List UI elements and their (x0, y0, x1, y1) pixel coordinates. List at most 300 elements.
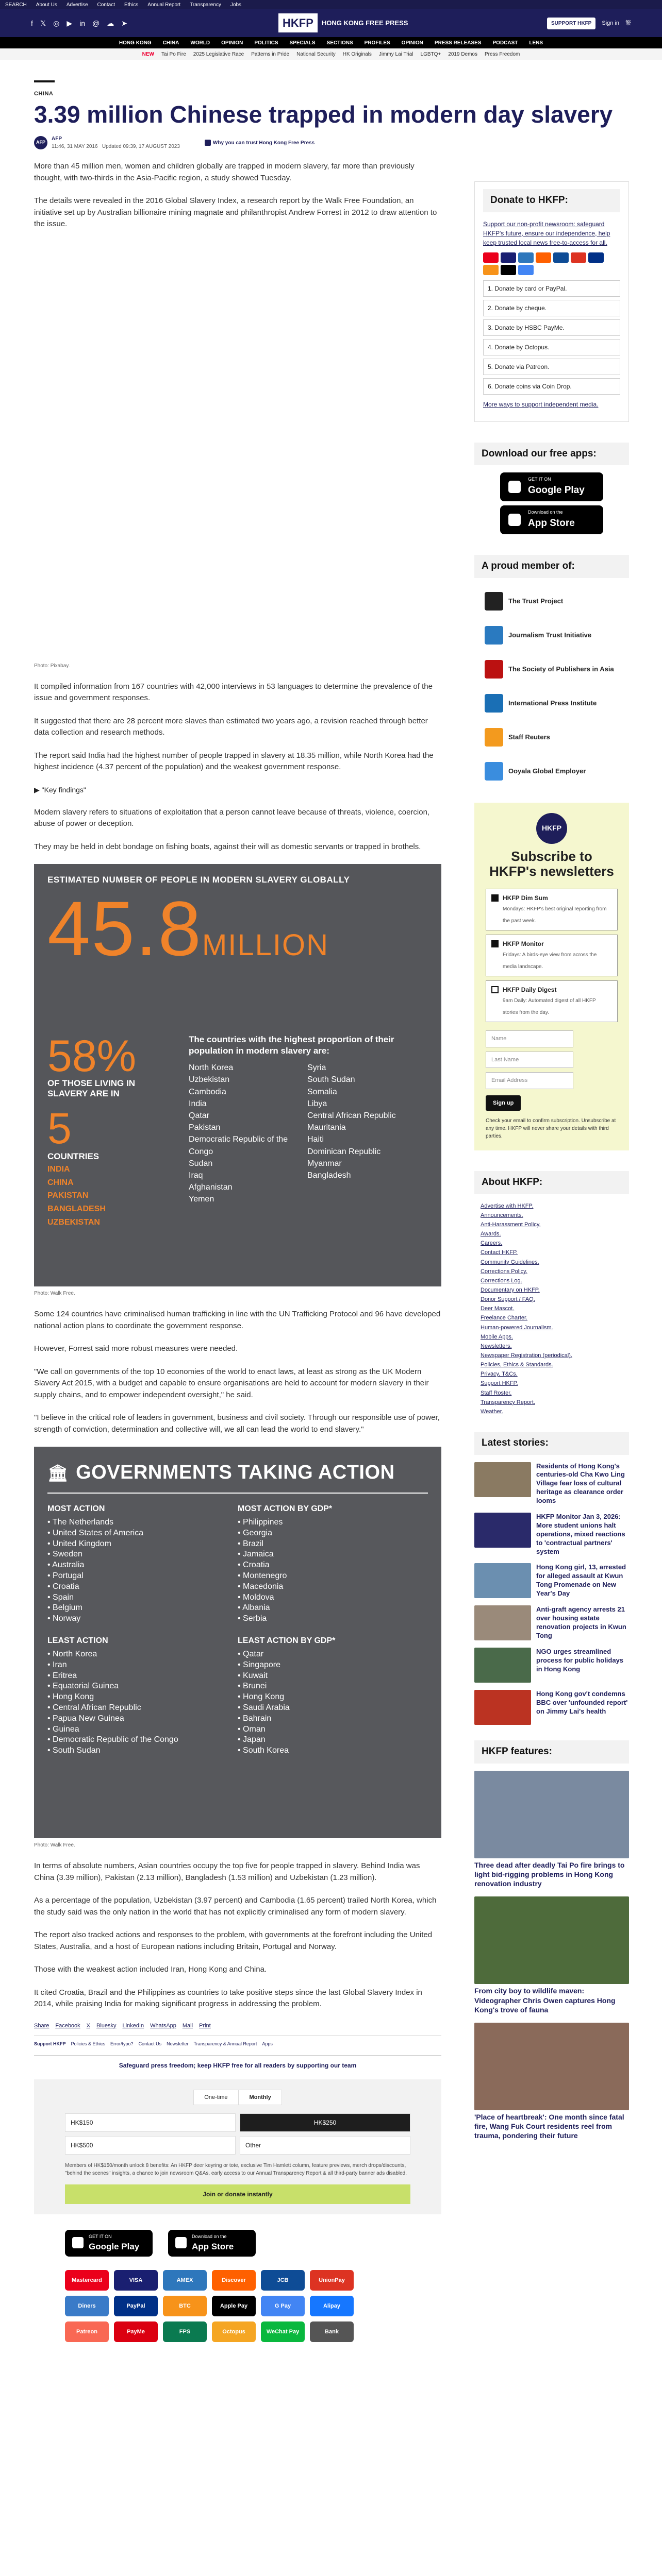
payment-icon: BTC (163, 2296, 207, 2316)
payment-icon: PayMe (114, 2321, 158, 2342)
nav-podcast[interactable]: PODCAST (492, 40, 518, 46)
list-item: Central African Republic (307, 1111, 396, 1120)
top-link-transparency[interactable]: Transparency (190, 2, 221, 8)
facebook-icon[interactable]: f (31, 19, 33, 27)
discover-icon (536, 252, 551, 263)
nav-china[interactable]: CHINA (162, 40, 179, 46)
list-item: • Qatar (238, 1649, 428, 1660)
paragraph: The details were revealed in the 2016 Global Slavery Index, a research report by the Walk Free Foundation, an initiative set up by Australian billionaire mining magnate and philanthropist Andrew Forrest in 2012 to draw attention to the issue. (34, 196, 437, 228)
category-label[interactable]: CHINA (34, 91, 54, 97)
nav-opinion[interactable]: OPINION (221, 40, 243, 46)
donate-option[interactable]: 2. Donate by cheque. (483, 300, 620, 316)
list-item: • Kuwait (238, 1671, 428, 1682)
slavery-infographic (34, 864, 441, 1286)
donation-widget (34, 2079, 441, 2215)
share-linkedin[interactable]: LinkedIn (122, 2022, 144, 2029)
about-link[interactable]: Corrections Policy. (481, 1268, 527, 1275)
member-name: Journalism Trust Initiative (508, 631, 592, 639)
trend-item[interactable]: 2019 Demos (448, 51, 477, 57)
member-logo[interactable] (474, 755, 629, 787)
about-link[interactable]: Staff Roster. (481, 1389, 512, 1396)
feature-title[interactable]: 'Place of heartbreak': One month since fatal fire, Wang Fuk Court residents reel from trauma, pondering their future (474, 2113, 624, 2140)
list-item: • Bahrain (238, 1714, 428, 1724)
badge-small: Download on the (192, 2233, 227, 2239)
amount-option[interactable]: HK$150 (65, 2113, 236, 2132)
join-button[interactable]: Join or donate instantly (65, 2184, 410, 2204)
gov-title (47, 1458, 428, 1494)
story-thumbnail (474, 1563, 531, 1598)
nl-name: HKFP Monitor (503, 940, 544, 948)
list-item: • Hong Kong (238, 1692, 428, 1703)
newsletter-title: Subscribe to HKFP's newsletters (489, 848, 614, 879)
list-item: Somalia (307, 1087, 337, 1096)
trending-bar (0, 48, 662, 60)
youtube-icon[interactable]: ▶ (67, 19, 73, 27)
least-action-list (47, 1649, 238, 1756)
about-link[interactable]: Donor Support / FAQ. (481, 1296, 535, 1303)
paragraph: They may be held in debt bondage on fishing boats, against their will as domestic servants or trapped in brothels. (34, 842, 421, 851)
visa-icon (501, 252, 516, 263)
list-item: South Sudan (307, 1075, 355, 1084)
member-name: Ooyala Global Employer (508, 767, 586, 775)
author-avatar: AFP (34, 136, 47, 149)
about-link[interactable]: Advertise with HKFP. (481, 1202, 534, 1209)
nav-profiles[interactable]: PROFILES (364, 40, 390, 46)
about-link[interactable]: Careers. (481, 1240, 503, 1247)
search-link[interactable]: SEARCH (5, 2, 27, 8)
amount-option-other[interactable]: Other (240, 2136, 410, 2155)
gov-title-text: GOVERNMENTS TAKING ACTION (76, 1462, 395, 1483)
top-link-about[interactable]: About Us (36, 2, 57, 8)
trend-item[interactable]: HK Originals (342, 51, 372, 57)
footer-link[interactable]: Error/typo? (110, 2041, 134, 2046)
footer-link[interactable]: Apps (262, 2041, 273, 2046)
features-title: HKFP features: (474, 1740, 629, 1764)
about-link[interactable]: Community Guidelines. (481, 1259, 539, 1265)
latest-story[interactable] (474, 1690, 629, 1725)
most-action-heading: MOST ACTION (47, 1504, 105, 1513)
paragraph: It cited Croatia, Brazil and the Philippines as countries to take positive steps since the last Global Slavery Index in 2014, while praising India for making significant progress in addressing the problem. (34, 1988, 422, 2008)
checkbox[interactable] (491, 986, 499, 993)
payment-icon: FPS (163, 2321, 207, 2342)
bitcoin-icon (483, 265, 499, 275)
about-link[interactable]: Contact HKFP. (481, 1249, 518, 1256)
feature-story[interactable] (474, 1771, 629, 1889)
photo-caption: Photo: Walk Free. (34, 1842, 75, 1848)
footer-link[interactable]: Transparency & Annual Report (193, 2041, 257, 2046)
member-name: International Press Institute (508, 699, 597, 707)
list-item: • The Netherlands (47, 1517, 238, 1528)
donate-option[interactable]: 6. Donate coins via Coin Drop. (483, 378, 620, 395)
list-item: • Equatorial Guinea (47, 1681, 238, 1692)
photo-placeholder (34, 242, 441, 659)
member-logo[interactable] (474, 721, 629, 753)
key-findings-toggle[interactable]: ▶ "Key findings" (34, 785, 86, 794)
paragraph: "We call on governments of the top 10 economies of the world to enact laws, at least as strong as the UK Modern Slavery Act 2015, with a budget and capable to ensure organisations are held to account for modern slavery in their supply chains, and to empower independent oversight," he said. (34, 1367, 429, 1399)
latest-title: Latest stories: (474, 1432, 629, 1455)
member-name: Staff Reuters (508, 733, 550, 741)
list-item: • Macedonia (238, 1582, 428, 1592)
list-item: • Singapore (238, 1660, 428, 1671)
latest-list (474, 1462, 629, 1725)
top-country: INDIA (47, 1165, 70, 1174)
story-title[interactable]: HKFP Monitor Jan 3, 2026: More student unions halt operations, mixed reactions to 'contractual partners' system (536, 1512, 625, 1555)
payment-icon: JCB (261, 2270, 305, 2291)
newsletter-option[interactable] (486, 980, 618, 1022)
google-play-badge[interactable] (65, 2230, 153, 2257)
feature-story[interactable] (474, 2023, 629, 2141)
member-logo[interactable] (474, 585, 629, 617)
amount-option[interactable]: HK$500 (65, 2136, 236, 2155)
email-field[interactable]: Email Address (486, 1072, 573, 1089)
paragraph: More than 45 million men, women and children globally are trapped in modern slavery, far more than previously thought, with two-thirds in the Asia-Pacific region, a study showed Tuesday. (34, 162, 415, 182)
member-title: A proud member of: (474, 555, 629, 578)
top-link-advertise[interactable]: Advertise (66, 2, 88, 8)
key-findings-label: "Key findings" (41, 785, 86, 794)
badge-small: Download on the (528, 510, 563, 515)
about-link[interactable]: Privacy, T&Cs. (481, 1371, 518, 1378)
five-value: 5 (47, 1104, 72, 1153)
site-logo[interactable] (278, 13, 408, 32)
badge-small: GET IT ON (528, 477, 551, 482)
latest-story[interactable] (474, 1563, 629, 1598)
most-gdp-list (238, 1517, 428, 1624)
features-list (474, 1771, 629, 2141)
unionpay-icon (571, 252, 586, 263)
payment-icon: Patreon (65, 2321, 109, 2342)
latest-story[interactable] (474, 1648, 629, 1683)
photo-caption: Photo: Walk Free. (34, 1291, 75, 1296)
top-link-annual-report[interactable]: Annual Report (147, 2, 181, 8)
least-gdp-heading: LEAST ACTION BY GDP* (238, 1636, 336, 1645)
payment-icon: UnionPay (310, 2270, 354, 2291)
nl-name: HKFP Dim Sum (503, 894, 548, 902)
amex-icon (518, 252, 534, 263)
list-item: • Moldova (238, 1592, 428, 1603)
list-item: • Spain (47, 1592, 238, 1603)
about-link[interactable]: Policies, Ethics & Standards. (481, 1362, 553, 1368)
nav-opinion-2[interactable]: OPINION (401, 40, 423, 46)
linkedin-icon[interactable]: in (79, 19, 86, 27)
footer-link[interactable]: Newsletter (167, 2041, 189, 2046)
about-link[interactable]: Human-powered Journalism. (481, 1324, 553, 1331)
payment-icon: Mastercard (65, 2270, 109, 2291)
story-thumbnail (474, 1690, 531, 1725)
list-item: • Montenegro (238, 1571, 428, 1582)
list-item: Mauritania (307, 1123, 346, 1132)
trust-project-icon (485, 592, 503, 611)
latest-story[interactable] (474, 1513, 629, 1556)
about-link[interactable]: Announcements. (481, 1212, 523, 1218)
nav-specials[interactable]: SPECIALS (289, 40, 316, 46)
top-country: UZBEKISTAN (47, 1217, 100, 1227)
app-badges (65, 2230, 441, 2257)
feature-image (474, 1896, 629, 1984)
story-title[interactable]: Anti-graft agency arrests 21 over housing estate renovation projects in Kwun Tong (536, 1605, 626, 1640)
latest-story[interactable] (474, 1462, 629, 1505)
paragraph: Modern slavery refers to situations of exploitation that a person cannot leave because of threats, violence, coercion, abuse of power or deception. (34, 807, 430, 828)
pct-value: 58% (47, 1031, 137, 1081)
paragraph: However, Forrest said more robust measures were needed. (34, 1344, 238, 1353)
nav-hong-kong[interactable]: HONG KONG (119, 40, 152, 46)
gpay-icon (518, 265, 534, 275)
list-item: • Australia (47, 1560, 238, 1571)
list-item: • Brunei (238, 1681, 428, 1692)
checkbox-checked[interactable] (491, 940, 499, 947)
bluesky-icon[interactable]: ☁ (107, 19, 114, 27)
trust-text: Why you can trust Hong Kong Free Press (212, 140, 315, 146)
member-logo[interactable] (474, 619, 629, 651)
list-item: • Sweden (47, 1549, 238, 1560)
list-item: • Jamaica (238, 1549, 428, 1560)
nav-lens[interactable]: LENS (529, 40, 543, 46)
card-icons (483, 252, 620, 275)
share-facebook[interactable]: Facebook (55, 2022, 80, 2029)
freq-one-time[interactable]: One-time (193, 2090, 238, 2106)
donate-option[interactable]: 5. Donate via Patreon. (483, 359, 620, 375)
story-title[interactable]: Residents of Hong Kong's centuries-old Cha Kwo Ling Village fear loss of cultural heritage as clearance order looms (536, 1462, 625, 1505)
paragraph: It suggested that there are 28 percent more slaves than estimated two years ago, a revision reached through better data collection and research methods. (34, 716, 428, 737)
google-play-badge[interactable] (500, 472, 603, 501)
badge-store: Google Play (89, 2242, 140, 2251)
payment-icon: G Pay (261, 2296, 305, 2316)
list-item: Syria (307, 1063, 326, 1073)
big-value: 45.8 (47, 885, 202, 972)
newsletter-logo: HKFP (536, 813, 567, 844)
about-link[interactable]: Weather. (481, 1408, 503, 1415)
story-thumbnail (474, 1648, 531, 1683)
pct-block (47, 1031, 151, 1229)
list-item: Bangladesh (307, 1171, 351, 1180)
least-gdp-list (238, 1649, 428, 1756)
badge-store: App Store (528, 517, 575, 529)
pct-label: OF THOSE LIVING IN SLAVERY ARE IN (47, 1078, 136, 1099)
table-col-1 (189, 1062, 307, 1205)
trend-item[interactable]: Patterns in Pride (251, 51, 290, 57)
paragraph: In terms of absolute numbers, Asian countries occupy the top five for people trapped in slavery. Behind India was China (3.39 million), Pakistan (2.13 million), Bangladesh (1.53 million) and Uzbekistan (1.23 million). (34, 1861, 420, 1882)
about-link[interactable]: Deer Mascot. (481, 1306, 515, 1312)
logo-text: HONG KONG FREE PRESS (321, 19, 408, 27)
about-link[interactable]: Support HKFP. (481, 1380, 518, 1387)
top-country: BANGLADESH (47, 1205, 106, 1214)
share-bluesky[interactable]: Bluesky (96, 2022, 117, 2029)
nav-press-releases[interactable]: PRESS RELEASES (434, 40, 482, 46)
last-name-field[interactable]: Last Name (486, 1052, 573, 1069)
photo-caption: Photo: Pixabay. (34, 663, 70, 669)
list-item: • Saudi Arabia (238, 1703, 428, 1714)
feature-title[interactable]: From city boy to wildlife maven: Videographer Chris Owen captures Hong Kong's trove of fauna (474, 1987, 616, 2014)
footer-link[interactable]: Contact Us (138, 2041, 162, 2046)
list-item: • United Kingdom (47, 1539, 238, 1550)
list-item: Afghanistan (189, 1183, 233, 1192)
share-label: Share (34, 2022, 49, 2029)
donate-option[interactable]: 4. Donate by Octopus. (483, 339, 620, 355)
list-item: Libya (307, 1099, 327, 1108)
footer-link[interactable]: Support HKFP (34, 2041, 66, 2046)
trust-link[interactable] (205, 139, 315, 147)
member-name: The Society of Publishers in Asia (508, 665, 614, 673)
about-link[interactable]: Freelance Charter. (481, 1315, 528, 1321)
most-gdp-heading: MOST ACTION BY GDP* (238, 1504, 333, 1513)
share-print[interactable]: Print (199, 2022, 211, 2029)
list-item: • Oman (238, 1724, 428, 1735)
list-item: North Korea (189, 1063, 234, 1073)
applepay-icon (501, 265, 516, 275)
telegram-icon[interactable]: ➤ (121, 19, 128, 27)
nav-world[interactable]: WORLD (190, 40, 210, 46)
sopa-icon (485, 660, 503, 679)
author-name[interactable]: AFP (52, 136, 62, 142)
list-item: • Croatia (47, 1582, 238, 1592)
trend-item[interactable]: Jimmy Lai Trial (378, 51, 413, 57)
list-item: Iraq (189, 1171, 203, 1180)
membership-note: Members of HK$150/month unlock 8 benefits: An HKFP deer keyring or tote, exclusive Tim Hamlett column, feature previews, merch drops/discounts, "behind the scenes" insights, a chance to join newsroom Q&As, early access to our Annual Transparency Report & all third-party banner ads disabled. (65, 2163, 407, 2176)
top-link-ethics[interactable]: Ethics (124, 2, 139, 8)
feature-image (474, 2023, 629, 2110)
main-nav (0, 37, 662, 48)
sidebar (474, 181, 629, 2149)
about-link[interactable]: Anti-Harassment Policy. (481, 1222, 541, 1228)
story-title[interactable]: Hong Kong girl, 13, arrested for alleged assault at Kwun Tong Promenade on New Year's Day (536, 1563, 626, 1598)
list-item: • Papua New Guinea (47, 1714, 238, 1724)
checkbox-checked[interactable] (491, 894, 499, 902)
list-item: • Norway (47, 1614, 238, 1624)
trend-item[interactable]: Press Freedom (485, 51, 520, 57)
list-item: • Croatia (238, 1560, 428, 1571)
footer-link[interactable]: Policies & Ethics (71, 2041, 106, 2046)
paragraph: The report said India had the highest number of people trapped in slavery at 18.35 million, while North Korea had the highest incidence (4.37 percent of the population) and the weakest government response. (34, 751, 434, 771)
feature-story[interactable] (474, 1896, 629, 2014)
newsletter-option[interactable] (486, 935, 618, 976)
newsletter-option[interactable] (486, 889, 618, 930)
about-link[interactable]: Awards. (481, 1231, 501, 1238)
x-icon[interactable]: 𝕏 (40, 19, 46, 27)
nl-desc: Fridays: A birds-eye view from across the media landscape. (503, 952, 597, 970)
feature-title[interactable]: Three dead after deadly Tai Po fire brings to light bid-rigging problems in Hong Kong renovation industry (474, 1860, 625, 1888)
story-thumbnail (474, 1462, 531, 1497)
threads-icon[interactable]: @ (92, 19, 100, 27)
trust-icon (205, 140, 211, 146)
site-header (0, 9, 662, 37)
freq-monthly[interactable]: Monthly (239, 2090, 282, 2106)
list-item: Uzbekistan (189, 1075, 230, 1084)
big-number (47, 885, 428, 972)
share-whatsapp[interactable]: WhatsApp (150, 2022, 176, 2029)
story-title[interactable]: NGO urges streamlined process for public holidays in Hong Kong (536, 1648, 624, 1673)
newsletter-box (474, 803, 629, 1151)
list-item: Democratic Republic of the Congo (189, 1135, 288, 1156)
payment-icon: Alipay (310, 2296, 354, 2316)
trend-item[interactable]: 2025 Legislative Race (193, 51, 244, 57)
bank-icon: 🏛 (47, 1463, 69, 1482)
list-item: • Belgium (47, 1603, 238, 1614)
title-rule (34, 80, 55, 82)
top-link-contact[interactable]: Contact (97, 2, 115, 8)
about-link[interactable]: Transparency Report. (481, 1399, 535, 1405)
publish-date: 11:46, 31 MAY 2016 (52, 144, 98, 150)
paragraph: Those with the weakest action included Iran, Hong Kong and China. (34, 1965, 267, 1974)
trend-item[interactable]: National Security (296, 51, 336, 57)
donate-text-link[interactable]: Support our non-profit newsroom: safeguard HKFP's future, ensure our independence, help keep trusted local news free-to-access for all. (483, 220, 610, 246)
app-store-badge[interactable] (168, 2230, 256, 2257)
list-item: • Central African Republic (47, 1703, 238, 1714)
list-item: • Democratic Republic of the Congo (47, 1735, 238, 1745)
governments-infographic (34, 1447, 441, 1838)
share-mail[interactable]: Mail (182, 2022, 193, 2029)
list-item: India (189, 1099, 207, 1108)
top-link-jobs[interactable]: Jobs (230, 2, 242, 8)
countries-word: COUNTRIES (47, 1151, 100, 1161)
about-title: About HKFP: (474, 1171, 629, 1194)
nav-politics[interactable]: POLITICS (254, 40, 278, 46)
about-link[interactable]: Newsletters. (481, 1343, 512, 1349)
trend-item[interactable]: Tai Po Fire (161, 51, 186, 57)
list-item: • Eritrea (47, 1671, 238, 1682)
newsletter-note: Check your email to confirm subscription. Unsubscribe at any time. HKFP will never share your details with third parties. (486, 1118, 616, 1140)
paragraph: It compiled information from 167 countries with 42,000 interviews in 53 languages to determine the prevalence of the issue and government responses. (34, 682, 433, 702)
least-action-heading: LEAST ACTION (47, 1636, 108, 1645)
top-strip (0, 0, 662, 9)
nav-sections[interactable]: SECTIONS (326, 40, 353, 46)
trend-item[interactable]: LGBTQ+ (420, 51, 441, 57)
list-item: • Guinea (47, 1724, 238, 1735)
list-item: Qatar (189, 1111, 210, 1120)
ipi-icon (485, 694, 503, 713)
donate-option[interactable]: 3. Donate by HSBC PayMe. (483, 319, 620, 336)
story-title[interactable]: Hong Kong gov't condemns BBC over 'unfounded report' on Jimmy Lai's health (536, 1690, 628, 1716)
about-list (474, 1201, 629, 1416)
mastercard-icon (483, 252, 499, 263)
table-heading: The countries with the highest proportion of their population in modern slavery are: (189, 1035, 394, 1056)
support-banner[interactable]: Safeguard press freedom; keep HKFP free for all readers by supporting our team (34, 2055, 441, 2075)
article-footer-links (34, 2041, 441, 2048)
paragraph: "I believe in the critical role of leaders in government, business and civil society. Through our responsible use of power, strength of conviction, determination and collective will, we all can lead the world to end slavery." (34, 1413, 440, 1434)
donate-box (474, 181, 629, 422)
about-link[interactable]: Corrections Log. (481, 1277, 522, 1284)
list-item: • South Sudan (47, 1745, 238, 1756)
about-link[interactable]: Newspaper Registration (periodical). (481, 1352, 572, 1359)
payment-icon: WeChat Pay (261, 2321, 305, 2342)
article-body (34, 161, 441, 2342)
signup-button[interactable]: Sign up (486, 1095, 521, 1111)
payment-icon: AMEX (163, 2270, 207, 2291)
name-field[interactable]: Name (486, 1030, 573, 1047)
member-logo[interactable] (474, 653, 629, 685)
language-toggle[interactable]: 繁 (625, 20, 631, 27)
latest-story[interactable] (474, 1605, 629, 1640)
page-title: 3.39 million Chinese trapped in modern day slavery (34, 100, 613, 128)
list-item: Myanmar (307, 1159, 342, 1168)
donate-option[interactable]: 1. Donate by card or PayPal. (483, 280, 620, 297)
list-item: • Iran (47, 1660, 238, 1671)
support-hkfp-button[interactable]: SUPPORT HKFP (547, 18, 595, 29)
share-x[interactable]: X (86, 2022, 91, 2029)
list-item: Dominican Republic (307, 1147, 381, 1156)
jti-icon (485, 626, 503, 645)
updated-date: Updated 09:39, 17 AUGUST 2023 (102, 144, 180, 150)
about-link[interactable]: Documentary on HKFP. (481, 1287, 540, 1294)
instagram-icon[interactable]: ◎ (53, 19, 60, 27)
member-logo[interactable] (474, 687, 629, 719)
amount-option-selected[interactable]: HK$250 (240, 2113, 410, 2132)
new-badge: NEW (142, 51, 154, 57)
big-unit: MILLION (202, 928, 329, 962)
about-link[interactable]: Mobile Apps. (481, 1333, 513, 1340)
signin-link[interactable]: Sign in (602, 20, 619, 27)
paragraph: Some 124 countries have criminalised human trafficking in line with the UN Trafficking Protocol and 96 have developed national action plans to coordinate the government response. (34, 1310, 441, 1330)
more-ways-link[interactable]: More ways to support independent media. (483, 400, 599, 408)
app-store-badge[interactable] (500, 505, 603, 534)
